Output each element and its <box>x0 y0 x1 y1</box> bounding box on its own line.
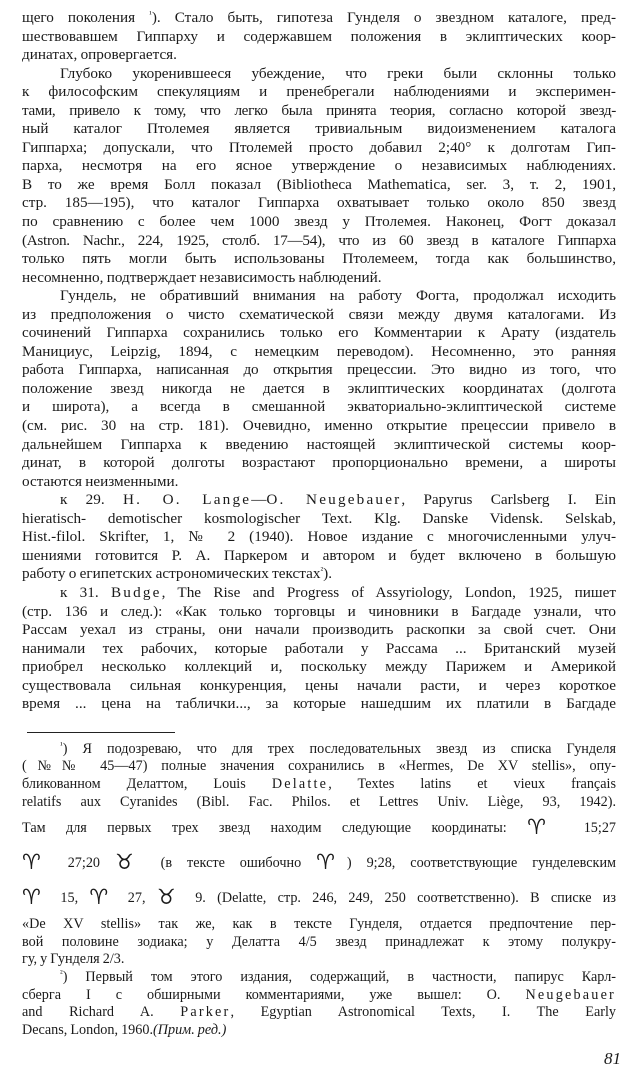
coordinate-value: 15, <box>60 890 79 907</box>
coordinate-value: 15;27 <box>583 820 617 837</box>
aries-icon: ♈ <box>527 815 564 840</box>
author-name: O. Neugebauer <box>266 491 402 509</box>
footnote-line <box>22 776 616 794</box>
text-span: and Richard A. <box>22 1004 181 1021</box>
text-span: работу о египетских астрономических текстах <box>22 565 321 583</box>
text-line: ный каталог Птолемея является тривиальным видоизменением каталога <box>22 120 616 138</box>
footnote-line: (№№ 45—47) полные значения сохранились в «Hermes, De XV stellis», опу- <box>22 758 616 775</box>
text-line: и широта), а всегда в смешанной экваториально-эклиптической системе <box>22 398 616 416</box>
footnote-1-coordinates <box>22 811 616 916</box>
text-span: ) Первый том этого издания, содержащий, в частности, папирус Карл- <box>62 968 616 985</box>
text-line: (см. рис. 30 на стр. 181). Очевидно, именно открытие прецессии привело в <box>22 417 616 435</box>
reference-29 <box>22 491 616 510</box>
footnote-line <box>22 881 616 916</box>
footnote-line <box>22 1022 616 1040</box>
main-text <box>22 9 616 714</box>
page-number: 81 <box>604 1049 621 1069</box>
text-span: Там для первых трех звезд находим следующие координаты: <box>22 820 507 837</box>
coordinate-value: 27, <box>127 890 146 907</box>
text-line: нанимали тех рабочих, которые работали у Рассама ... Британский музей <box>22 639 616 657</box>
text-line: существовала сильная конкуренция, цены начали расти, и через короткое <box>22 676 616 694</box>
footnote-marker: ² <box>60 967 63 978</box>
text-line: дальнейшем Гиппарха к введению настоящей эклиптической системы коор- <box>22 435 616 453</box>
text-line: к философским спекуляциям и пренебрегали наблюдениями и эксперимен- <box>22 83 616 101</box>
author-name: H. O. Lange <box>122 491 252 509</box>
text-span: ). <box>323 565 332 583</box>
text-line: приобрел несколько коллекций и, поскольку между Парижем и Америкой <box>22 658 616 676</box>
paragraph-start: Глубоко укоренившееся убеждение, что греки были склонны только <box>60 64 616 82</box>
text-line: стр. 185—195), что каталог Гиппарха охватывает только около 850 звезд <box>22 194 616 212</box>
ref-number: к 31. <box>60 583 99 601</box>
footnote-ref-2[interactable]: ² <box>320 565 324 576</box>
footnote-marker: ¹ <box>60 739 63 750</box>
text-span: ) Я подозреваю, что для трех последовательных звезд из списка Гунделя <box>62 740 616 757</box>
aries-icon: ♈ <box>89 885 117 910</box>
text-line: В то же время Болл показал (Bibliotheca Mathematica, ser. 3, т. 2, 1901, <box>22 175 616 193</box>
text-line: сочинений Гиппарха сохранились только его Комментарии к Арату (издатель <box>22 324 616 342</box>
text-line: время ... цена на таблички..., за которые нашедшим их платили в Багдаде <box>22 695 616 713</box>
text-line <box>22 9 616 28</box>
text-span: (в тексте ошибочно <box>160 855 302 872</box>
taurus-icon: ♉ <box>156 885 184 910</box>
paragraph-start: Гундель, не обративший внимания на работу Фогта, продолжал исходить <box>60 287 616 305</box>
text-span: , Papyrus Carlsberg I. Ein <box>401 491 616 509</box>
author-name: Parker <box>180 1004 231 1021</box>
text-span: бликованном Делаттом, Louis <box>22 775 272 792</box>
aries-icon: ♈ <box>22 885 50 910</box>
text-span: , The Rise and Progress of Assyriology, London, 1925, пишет <box>161 583 616 601</box>
footnote-line <box>22 741 616 759</box>
footnote-line <box>22 1004 616 1022</box>
coordinate-value: 27;20 <box>67 855 101 872</box>
text-line: (стр. 136 и след.): «Как только торговцы и чиновники в Багдаде узнали, что <box>22 602 616 620</box>
text-line: работа Гиппарха, написанная до открытия прецессии. Это видно из того, что <box>22 361 616 379</box>
text-line: Рассам уехал из страны, они начали производить раскопки за свой счет. Они <box>22 621 616 639</box>
footnote-line: вой половине зодиака; у Делатта 4/5 звезд принадлежат к этому полукру- <box>22 933 616 950</box>
ref-number: к 29. <box>60 491 105 509</box>
text-span: ). Стало быть, гипотеза Гунделя о звездном каталоге, пред- <box>151 9 616 26</box>
author-name: Delatte <box>271 775 329 792</box>
text-span: щего поколения <box>22 9 136 26</box>
footnote-line: гу, у Гунделя 2/3. <box>22 951 125 968</box>
aries-icon: ♈ <box>316 850 347 875</box>
aries-icon: ♈ <box>22 850 53 875</box>
footnote-line <box>22 987 616 1005</box>
text-line: Hist.-filol. Skrifter, 1, № 2 (1940). Новое издание с многочисленными улуч- <box>22 528 616 546</box>
text-line: по сравнению с более чем 1000 звезд у Птолемея. Наконец, Фогт доказал <box>22 213 616 231</box>
footnote-divider <box>27 732 175 733</box>
text-line: (Astron. Nachr., 224, 1925, столб. 17—54), что из 60 звезд в каталоге Гиппарха <box>22 231 616 249</box>
dash: — <box>251 491 267 509</box>
text-line: Манициус, Leipzig, 1894, с немецким переводом). Несомненно, это ранняя <box>22 342 616 360</box>
footnote-ref-1[interactable]: ¹ <box>149 9 152 19</box>
text-line: динатах, опровергается. <box>22 46 177 64</box>
footnote-line <box>22 811 616 846</box>
author-name: Neugebauer <box>525 986 616 1003</box>
footnote-1 <box>22 741 616 811</box>
text-line: тами, привело к тому, что легко была принята теория, согласно которой звезд- <box>22 101 616 119</box>
text-span: Decans, London, 1960. <box>22 1021 153 1038</box>
text-line: несомненно, подтверждает независимость наблюдений. <box>22 268 382 286</box>
editor-note: (Прим. ред.) <box>153 1021 227 1038</box>
text-span: ) 9;28, соответствующие гунделевским <box>346 855 617 872</box>
text-span: , Textes latins et vieux français <box>328 775 616 792</box>
text-line: положение звезд никогда не дается в эклиптических координатах (долгота <box>22 379 616 397</box>
author-name: Budge <box>110 583 162 601</box>
text-line: парха, несмотря на его ясное утверждение о независимых наблюдениях. <box>22 157 616 175</box>
text-span: сберга I с обширными комментариями, уже вышел: O. <box>22 986 526 1003</box>
text-line <box>22 565 616 584</box>
taurus-icon: ♉ <box>114 850 146 875</box>
text-line: динат, в которой долготы возрастают пропорционально времени, а широты <box>22 454 616 472</box>
footnote-2 <box>22 969 616 1039</box>
text-span: (Delatte, стр. 246, 249, 250 соответственно). В списке из <box>217 890 616 907</box>
footnote-1-end <box>22 916 616 969</box>
coordinate-value: 9. <box>195 890 206 907</box>
footnote-line: relatifs aux Cyranides (Bibl. Fac. Philos. et Lettres Univ. Liège, 93, 1942). <box>22 793 616 810</box>
text-line: hieratisch- demotischer kosmologischer Text. Klg. Danske Vidensk. Selskab, <box>22 509 616 527</box>
text-line: шествовавшем Гиппарху и содержавшем положения в эклиптических коор- <box>22 27 616 45</box>
footnote-line: «De XV stellis» так же, как в тексте Гунделя, отдается предпочтение пер- <box>22 916 616 933</box>
text-line: из предположения о чисто схематической связи между двумя каталогами. Из <box>22 305 616 323</box>
footnote-line <box>22 969 616 987</box>
text-span: , Egyptian Astronomical Texts, I. The Early <box>230 1004 616 1021</box>
text-line: только пять могли быть использованы Птолемеем, тогда как большинство, <box>22 250 616 268</box>
text-line: Гиппарха; допускали, что Птолемей просто добавил 2;40° к долготам Гип- <box>22 138 616 156</box>
text-line: шениями готовится Р. А. Паркером и автором и будет включено в большую <box>22 546 616 564</box>
footnote-line <box>22 846 616 881</box>
reference-31 <box>22 584 616 603</box>
text-line: остаются неизменными. <box>22 472 179 490</box>
